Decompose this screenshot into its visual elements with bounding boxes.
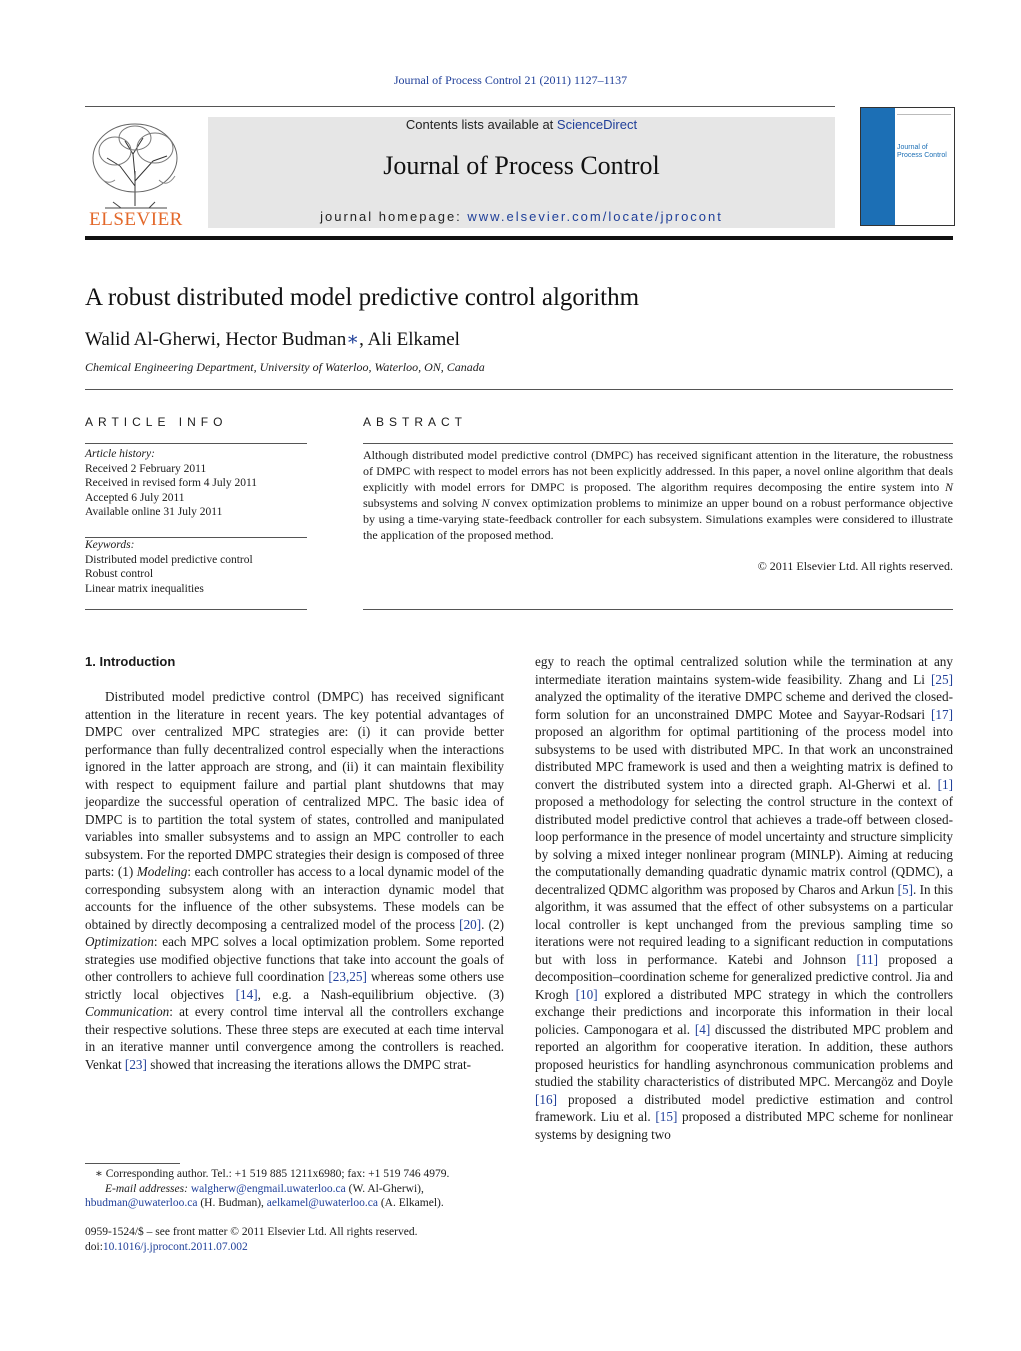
history-online: Available online 31 July 2011 xyxy=(85,506,223,518)
citation-link[interactable]: [20] xyxy=(459,916,482,932)
corresponding-author-mark[interactable]: ∗ xyxy=(346,329,360,350)
citation-link[interactable]: [15] xyxy=(655,1109,678,1124)
intro-left-column: Distributed model predictive control (DMPC) has received significant attention in the literature in recent years. The key potential advantages of DMPC over centralized MPC strategies are: (i) it can provide better performance than fully decentralized control especially when the interactions ignored in the latter approach are strong, and (ii) it can maintain flexibility with respect to equipment failure and partial plant shutdowns that may jeopardize the successful operation of centralized MPC. The basic idea of DMPC is to partition the total system of states, controlled and manipulated variables into smaller subsystems and to assign an MPC controller to each subsystem. For the reported DMPC strategies their design is composed of three parts: (1) Modeling: each controller has access to a local dynamic model of the corresponding subsystem along with an interaction dynamic model that accounts for the influence of the other subsystems. These models can be obtained by directly decomposing a centralized model of the process [20]. (2) Optimization: each MPC solves a local optimization problem. Some reported strategies use modified objective functions that take into account the goals of other controllers to achieve full coordination [23,25] whereas some others use strictly local objectives [14], e.g. a Nash-equilibrium objective. (3) Communication: at every control time interval all the controllers exchange their respective solutions. These three steps are executed at each time interval in an iterative manner until convergence among the controllers is reached. Venkat [23] showed that increasing the iterations allows the DMPC strat- xyxy=(85,689,504,1072)
affiliation: Chemical Engineering Department, University of Waterloo, Waterloo, ON, Canada xyxy=(85,360,485,374)
citation-link[interactable]: [14] xyxy=(235,986,258,1002)
keyword-item: Linear matrix inequalities xyxy=(85,582,204,595)
citation-link[interactable]: [11] xyxy=(856,951,879,967)
history-received: Received 2 February 2011 xyxy=(85,462,207,475)
journal-reference[interactable]: Journal of Process Control 21 (2011) 1127–1137 xyxy=(393,73,628,87)
abstract-rule-top xyxy=(363,443,953,444)
article-info-rule-top xyxy=(85,443,307,444)
homepage-link[interactable]: www.elsevier.com/locate/jprocont xyxy=(467,209,723,224)
cover-rule xyxy=(897,114,951,115)
article-title: A robust distributed model predictive control algorithm xyxy=(85,284,640,311)
citation-link[interactable]: [23,25] xyxy=(328,969,367,984)
abstract-heading: ABSTRACT xyxy=(363,415,468,429)
footnote-contact: ∗ Corresponding author. Tel.: +1 519 885 1211x6980; fax: +1 519 746 4979. xyxy=(95,1168,450,1180)
elsevier-logo-text[interactable]: ELSEVIER xyxy=(89,209,183,230)
sciencedirect-link[interactable]: ScienceDirect xyxy=(556,117,638,132)
citation-link[interactable]: [10] xyxy=(575,986,598,1002)
citation-link[interactable]: [16] xyxy=(535,1091,557,1107)
email-link[interactable]: walgherw@engmail.uwaterloo.ca xyxy=(190,1182,346,1195)
keyword-item: Distributed model predictive control xyxy=(85,553,253,566)
homepage-prefix: journal homepage: xyxy=(320,209,468,224)
title-rule xyxy=(85,389,953,390)
issn-line: 0959-1524/$ – see front matter © 2011 Elsevier Ltd. All rights reserved. xyxy=(85,1226,418,1238)
contents-line xyxy=(208,117,835,132)
abstract-copyright: © 2011 Elsevier Ltd. All rights reserved. xyxy=(757,559,953,573)
citation-link[interactable]: [4] xyxy=(694,1021,711,1037)
cover-title: Journal of Process Control xyxy=(897,144,947,159)
introduction-heading: 1. Introduction xyxy=(85,654,176,669)
cover-spine xyxy=(861,108,895,225)
keywords xyxy=(85,538,307,596)
email-link[interactable]: hbudman@uwaterloo.ca xyxy=(85,1197,198,1209)
email-link[interactable]: aelkamel@uwaterloo.ca xyxy=(266,1197,378,1209)
authors-first: Walid Al-Gherwi, Hector Budman xyxy=(85,329,347,350)
history-accepted: Accepted 6 July 2011 xyxy=(85,491,185,504)
page-footer: 0959-1524/$ – see front matter © 2011 Elsevier Ltd. All rights reserved. doi:10.1016/j.jprocont.2011.07.002 xyxy=(85,1225,505,1255)
authors-last: , Ali Elkamel xyxy=(359,329,460,350)
contents-prefix: Contents lists available at xyxy=(405,117,557,132)
keywords-label: Keywords: xyxy=(85,539,135,551)
article-info-rule-bottom xyxy=(85,609,307,610)
history-label: Article history: xyxy=(85,448,155,460)
citation-link[interactable]: [1] xyxy=(937,776,953,792)
header-rule xyxy=(85,106,835,107)
footnote-rule xyxy=(85,1163,180,1164)
citation-link[interactable]: [17] xyxy=(931,706,953,722)
citation-link[interactable]: [25] xyxy=(931,671,953,687)
journal-cover-thumbnail[interactable] xyxy=(860,107,955,226)
corresponding-author-footnote: ∗ Corresponding author. Tel.: +1 519 885 1211x6980; fax: +1 519 746 4979. E-mail addresses: walgherw@engmail.uwaterloo.ca (W. Al-Gherwi), hbudman@uwaterloo.ca (H. Budman), aelkamel@uwaterloo.ca (A. Elkamel). xyxy=(85,1167,505,1211)
citation-link[interactable]: [23] xyxy=(124,1056,147,1072)
history-revised: Received in revised form 4 July 2011 xyxy=(85,477,258,489)
journal-homepage xyxy=(208,209,835,224)
author-list xyxy=(85,328,460,351)
masthead-thick-rule xyxy=(85,236,953,240)
doi-link[interactable]: 10.1016/j.jprocont.2011.07.002 xyxy=(102,1241,248,1253)
journal-title: Journal of Process Control xyxy=(383,151,660,180)
email-label: E-mail addresses: xyxy=(105,1182,191,1195)
intro-right-column: egy to reach the optimal centralized solution while the termination at any intermediate iteration maintains system-wide feasibility. Zhang and Li [25] analyzed the optimality of the iterative DMPC scheme and derived the closed-form solution for an unconstrained DMPC Motee and Sayyar-Rodsari [17] proposed an algorithm for optimal partitioning of the process model into subsystems to be used with distributed MPC. In that work an unconstrained distributed MPC framework is used and then a weighting matrix is defined to convert the distributed system into a directed graph. Al-Gherwi et al. [1] proposed a methodology for selecting the control structure in the context of distributed model predictive control that achieves a trade-off between closed-loop performance in the presence of model uncertainty and structure simplicity by solving a mixed integer nonlinear program (MINLP). Aiming at reducing the computationally demanding quadratic dynamic matrix control (QDMC), a decentralized QDMC algorithm was proposed by Charos and Arkun [5]. In this algorithm, it was assumed that the effect of other subsystems on a particular local controller is kept unchanged from the previous sampling time so iterations were not required leading to a significant reduction in computations but with loss in performance. Katebi and Johnson [11] proposed a decomposition–coordination scheme for generalized predictive control. Jia and Krogh [10] explored a distributed MPC strategy in which the controllers exchange their predictions and incorporate this information in their local policies. Camponogara et al. [4] discussed the distributed MPC problem and reported an algorithm for cooperative iteration. In addition, these authors proposed heuristics for handling asynchronous communication problems and studied the stability characteristics of distributed MPC. Mercangöz and Doyle [16] proposed a distributed model predictive estimation and control framework. Liu et al. [15] proposed a distributed MPC scheme for nonlinear systems by designing two xyxy=(535,654,954,1142)
abstract-text: Although distributed model predictive control (DMPC) has received significant attention in the literature, the robustness of DMPC with respect to model errors has not been explicitly addressed. In this paper, a novel online algorithm that deals explicitly with model errors for DMPC is proposed. The algorithm requires decomposing the entire system into N subsystems and solving N convex optimization problems to minimize an upper bound on a robust performance objective by using a time-varying state-feedback controller for each subsystem. Simulations examples were considered to illustrate the application of the proposed method. xyxy=(363,448,953,542)
article-history xyxy=(85,447,307,520)
abstract-rule-bottom xyxy=(363,609,953,610)
article-info-heading: ARTICLE INFO xyxy=(85,415,228,429)
keyword-item: Robust control xyxy=(85,568,154,580)
citation-link[interactable]: [5] xyxy=(897,881,913,897)
